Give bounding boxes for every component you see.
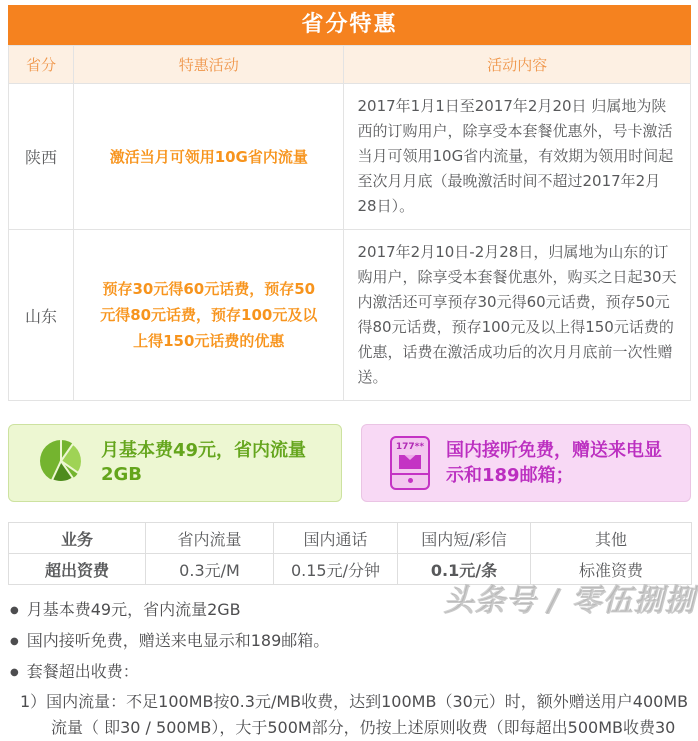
- monthly-fee-box: [8, 424, 342, 502]
- highlight-boxes: [8, 424, 691, 502]
- overage-detail-note: 1）国内流量：不足100MB按0.3元/MB收费，达到100MB（30元）时，额外赠送用户400MB流量（ 即30 / 500MB），大于500M部分，仍按上述原则收费（即每超出500MB收费30: [20, 692, 689, 737]
- fee-header-row: [9, 523, 692, 554]
- monthly-fee-text: 月基本费49元，省内流量2GB: [101, 440, 307, 485]
- note-text: ● 月基本费49元，省内流量2GB: [26, 600, 241, 619]
- activity-summary: 预存30元得60元话费，预存50元得80元话费，预存100元及以上得150元话费的优惠: [74, 230, 344, 401]
- activity-detail: 2017年1月1日至2017年2月20日 归属地为陕西的订购用户，除享受本套餐优惠外，号卡激活当月可领用10G省内流量，有效期为领用时间起至次月月底（最晚激活时间不超过2017年2月28日）。: [344, 84, 691, 230]
- fee-value-other: 标准资费: [531, 554, 692, 585]
- promo-col-header-province: 省分: [9, 46, 74, 84]
- fee-col-sms: 国内短/彩信: [398, 523, 531, 554]
- free-answer-box: [361, 424, 691, 502]
- activity-summary: 激活当月可领用10G省内流量: [74, 84, 344, 230]
- fee-value-data: 0.3元/M: [146, 554, 274, 585]
- pie-chart-icon: [37, 437, 85, 489]
- province-name: 山东: [9, 230, 74, 401]
- toutiao-watermark: 头条号 / 零伍捌捌: [444, 584, 696, 619]
- list-item: [8, 658, 691, 689]
- envelope-icon: [399, 455, 421, 469]
- fee-value-calls: 0.15元/分钟: [274, 554, 398, 585]
- free-answer-text: 国内接听免费，赠送来电显示和189邮箱；: [446, 440, 662, 486]
- fee-col-data: 省内流量: [146, 523, 274, 554]
- table-row: [9, 230, 691, 401]
- promo-table: [8, 45, 691, 401]
- fee-row-header-business: 业务: [9, 523, 146, 554]
- note-text: ● 国内接听免费，赠送来电显示和189邮箱。: [26, 631, 330, 650]
- promo-header-row: [9, 46, 691, 84]
- promo-col-header-activity: 特惠活动: [74, 46, 344, 84]
- fee-row-header-overage: 超出资费: [9, 554, 146, 585]
- activity-detail: 2017年2月10日-2月28日，归属地为山东的订购用户，除享受本套餐优惠外，购买之日起30天内激活还可享预存30元得60元话费，预存50元得80元话费，预存100元及以上得150元话费的优惠，话费在激活成功后的次月月底前一次性赠送。: [344, 230, 691, 401]
- list-item: [8, 627, 691, 658]
- province-name: 陕西: [9, 84, 74, 230]
- fee-col-other: 其他: [531, 523, 692, 554]
- promo-table-title: 省分特惠: [8, 5, 691, 45]
- promo-col-header-content: 活动内容: [344, 46, 691, 84]
- table-row: [9, 84, 691, 230]
- fee-value-sms: 0.1元/条: [398, 554, 531, 585]
- fee-col-calls: 国内通话: [274, 523, 398, 554]
- note-text: ● 套餐超出收费：: [26, 662, 139, 681]
- phone-home-button: [408, 478, 413, 483]
- phone-message-icon: [390, 436, 430, 490]
- phone-screen-number: 177**: [395, 442, 425, 452]
